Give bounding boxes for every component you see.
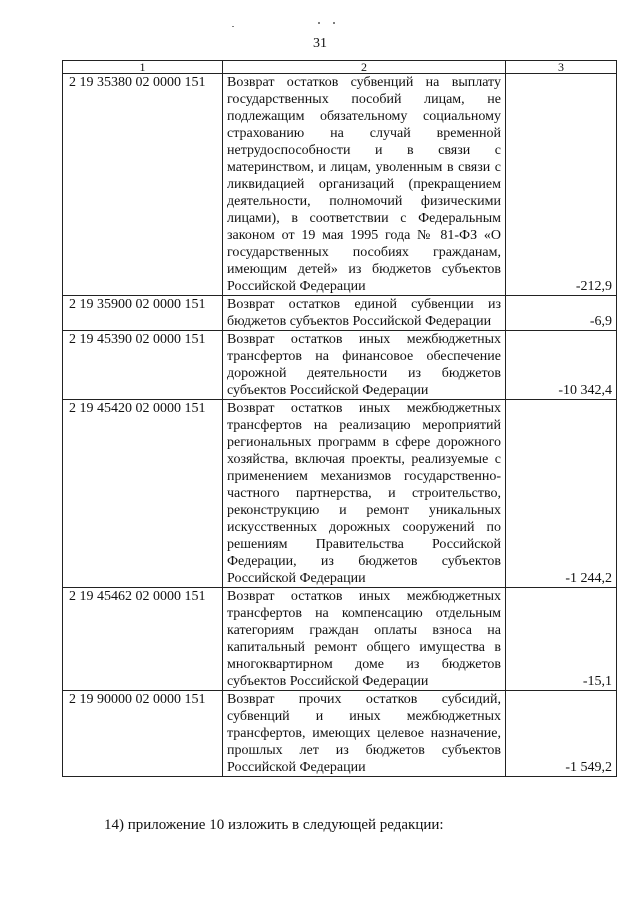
scan-speck bbox=[318, 22, 320, 24]
table-row bbox=[63, 331, 617, 400]
column-header: 1 bbox=[63, 61, 223, 74]
row-amount: -1 244,2 bbox=[506, 400, 617, 588]
table-row bbox=[63, 588, 617, 691]
row-amount: -15,1 bbox=[506, 588, 617, 691]
row-description: Возврат остатков единой субвенции из бюджетов субъектов Российской Федерации bbox=[223, 296, 506, 331]
row-description: Возврат остатков иных межбюджетных трансфертов на компенсацию отдельным категориям граждан оплаты взноса на капитальный ремонт общего имущества в многоквартирном доме из бюджетов субъектов Российской Федерации bbox=[223, 588, 506, 691]
row-amount: -6,9 bbox=[506, 296, 617, 331]
footer-instruction: 14) приложение 10 изложить в следующей редакции: bbox=[104, 817, 444, 833]
budget-table bbox=[62, 60, 617, 777]
table-row bbox=[63, 74, 617, 296]
column-header: 2 bbox=[223, 61, 506, 74]
budget-code: 2 19 35380 02 0000 151 bbox=[63, 74, 223, 296]
budget-code: 2 19 90000 02 0000 151 bbox=[63, 691, 223, 777]
row-description: Возврат остатков субвенций на выплату государственных пособий лицам, не подлежащим обязательному социальному страхованию на случай временной нетрудоспособности и в связи с материнством, и лицам, уволенным в связи с ликвидацией организаций (прекращением деятельности, полномочий физическими лицами), в соответствии с Федеральным законом от 19 мая 1995 года № 81-ФЗ «О государственных пособиях гражданам, имеющим детей» из бюджетов субъектов Российской Федерации bbox=[223, 74, 506, 296]
budget-code: 2 19 45462 02 0000 151 bbox=[63, 588, 223, 691]
table-header-row bbox=[63, 61, 617, 74]
budget-code: 2 19 45420 02 0000 151 bbox=[63, 400, 223, 588]
column-header: 3 bbox=[506, 61, 617, 74]
row-description: Возврат прочих остатков субсидий, субвенций и иных межбюджетных трансфертов, имеющих целевое назначение, прошлых лет из бюджетов субъектов Российской Федерации bbox=[223, 691, 506, 777]
table-row bbox=[63, 296, 617, 331]
scan-speck bbox=[232, 26, 234, 27]
row-amount: -1 549,2 bbox=[506, 691, 617, 777]
row-amount: -212,9 bbox=[506, 74, 617, 296]
scan-speck bbox=[333, 22, 335, 24]
row-description: Возврат остатков иных межбюджетных трансфертов на финансовое обеспечение дорожной деятельности из бюджетов субъектов Российской Федерации bbox=[223, 331, 506, 400]
budget-code: 2 19 45390 02 0000 151 bbox=[63, 331, 223, 400]
table-row bbox=[63, 400, 617, 588]
row-amount: -10 342,4 bbox=[506, 331, 617, 400]
budget-code: 2 19 35900 02 0000 151 bbox=[63, 296, 223, 331]
row-description: Возврат остатков иных межбюджетных трансфертов на реализацию мероприятий региональных программ в сфере дорожного хозяйства, включая проекты, реализуемые с применением механизмов государственно-частного партнерства, и строительство, реконструкцию и ремонт уникальных искусственных дорожных сооружений по решениям Правительства Российской Федерации, из бюджетов субъектов Российской Федерации bbox=[223, 400, 506, 588]
page-number: 31 bbox=[313, 36, 327, 51]
table-row bbox=[63, 691, 617, 777]
